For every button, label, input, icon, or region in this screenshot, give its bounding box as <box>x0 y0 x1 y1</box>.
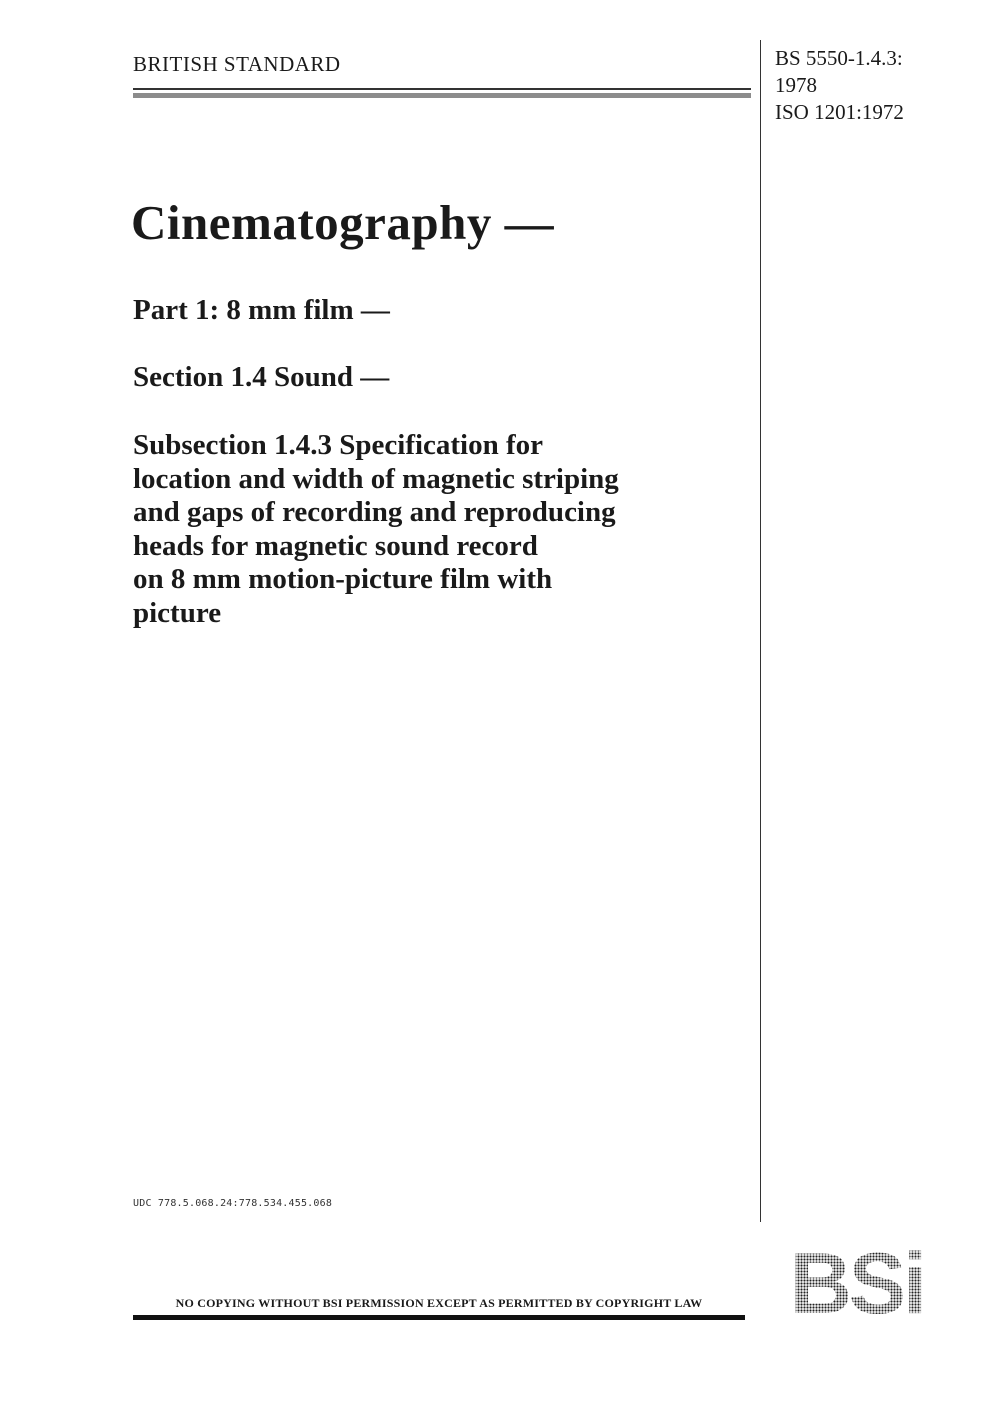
subsection-line: on 8 mm motion-picture film with <box>133 563 553 595</box>
subsection-line: and gaps of recording and reproducing <box>133 496 616 528</box>
subsection-heading <box>133 429 753 630</box>
vertical-divider <box>760 40 761 1222</box>
part-heading: Part 1: 8 mm film — <box>133 294 390 326</box>
subsection-line: heads for magnetic sound record <box>133 529 538 562</box>
standard-number-bs: BS 5550-1.4.3: <box>775 46 903 70</box>
subsection-line: Subsection 1.4.3 Specification for <box>133 429 544 461</box>
standard-number-iso: ISO 1201:1972 <box>775 100 904 124</box>
standard-numbers <box>775 45 904 126</box>
section-heading: Section 1.4 Sound — <box>133 361 390 393</box>
svg-text:BSi: BSi <box>789 1243 925 1321</box>
bsi-logo-icon <box>770 1243 945 1321</box>
copyright-notice: NO COPYING WITHOUT BSI PERMISSION EXCEPT AS PERMITTED BY COPYRIGHT LAW <box>175 1296 703 1310</box>
udc-code: UDC 778.5.068.24:778.534.455.068 <box>133 1198 333 1209</box>
document-title: Cinematography — <box>131 195 555 250</box>
footer-rule <box>133 1315 745 1320</box>
subsection-line: picture <box>133 596 222 629</box>
header-rule-thin <box>133 88 751 90</box>
standard-number-year: 1978 <box>775 73 817 97</box>
header-rule-thick <box>133 93 751 98</box>
subsection-line: location and width of magnetic striping <box>133 462 619 495</box>
header-label: BRITISH STANDARD <box>133 52 341 76</box>
